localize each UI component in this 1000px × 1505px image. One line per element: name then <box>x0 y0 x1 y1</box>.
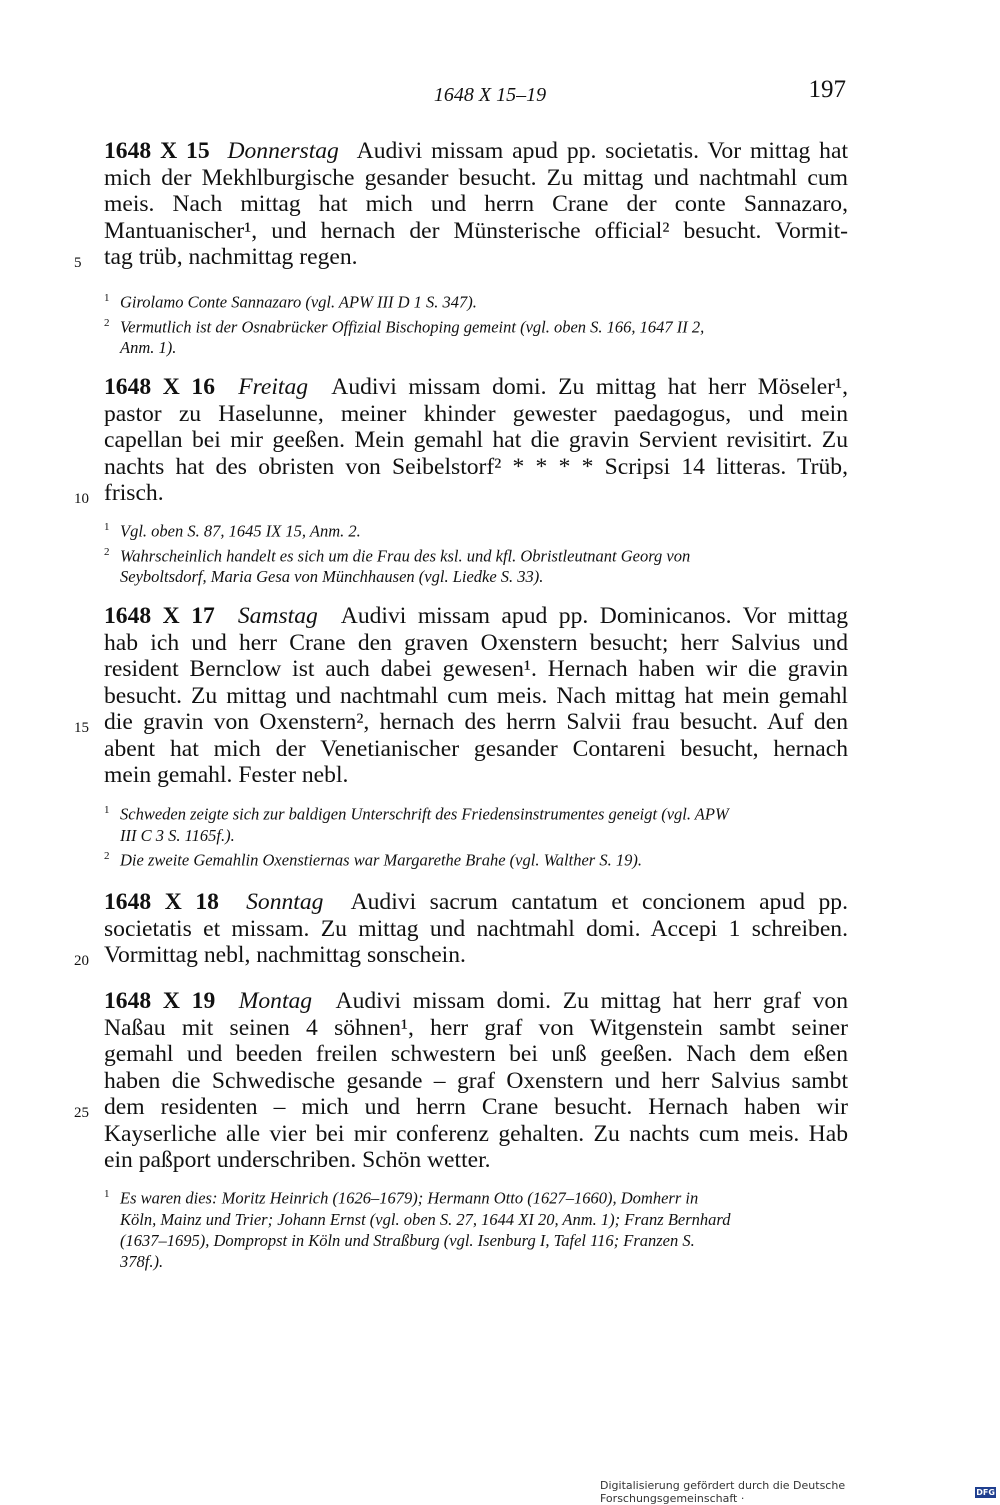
diary-entry <box>74 889 849 969</box>
footer-text: Digitalisierung gefördert durch die Deutsche Forschungsgemeinschaft · <box>600 1479 846 1505</box>
diary-entry <box>74 603 849 789</box>
footnote: 1 Schweden zeigte sich zur baldigen Unterschrift des Friedensinstrumentes geneigt (vgl. APW III C 3 S. 1165f.). <box>104 804 729 845</box>
footnote: 1 Girolamo Conte Sannazaro (vgl. APW III D 1 S. 347). <box>104 292 477 312</box>
line-number: 25 <box>74 1105 89 1121</box>
footnote: 2 Vermutlich ist der Osnabrücker Offizial Bischoping gemeint (vgl. oben S. 166, 1647 II 2, Anm. 1). <box>104 316 705 357</box>
entry-date: 1648 X 19 <box>104 988 216 1014</box>
entry-text: 1648 X 16 Freitag Audivi missam domi. Zu mittag hat herr Möseler¹, pastor zu Haselunne, meiner khinder gewester paedagogus, und mein capellan bei mir geeßen. Mein gemahl hat die gravin Servient revisitirt. Zu nachts hat des obristen von Seibelstorf² * * * * Scripsi 14 litteras. Trüb, 10 frisch. <box>104 374 848 507</box>
entry-weekday: Montag <box>238 988 313 1014</box>
entry-text: 1648 X 19 Montag Audivi missam domi. Zu mittag hat herr graf von Naßau mit seinen 4 söhnen¹, herr graf von Witgenstein sambt seiner gemahl und beeden freilen schwestern bei unß geeßen. Nach dem eßen haben die Schwedische gesande – graf Oxenstern und herr Salvius sambt 25 dem residenten – mich und herrn Crane besucht. Hernach haben wir Kayserliche alle vier bei mir conferenz gehalten. Zu nachts cum meis. Hab ein paßport underschriben. Schön wetter. <box>74 988 848 1173</box>
line-number: 20 <box>74 953 89 969</box>
entry-weekday: Samstag <box>237 603 318 629</box>
diary-entry <box>74 988 848 1174</box>
footnotes <box>104 800 848 870</box>
entry-weekday: Freitag <box>238 374 309 400</box>
dfg-logo-icon: DFG <box>976 1487 995 1497</box>
footnotes <box>104 1184 848 1272</box>
entry-weekday: Donnerstag <box>227 138 339 164</box>
entry-text: 1648 X 17 Samstag Audivi missam apud pp. Dominicanos. Vor mittag hab ich und herr Crane den graven Oxenstern besucht; herr Salvius und resident Bernclow ist auch dabei gewesen¹. Hernach haben wir die gravin besucht. Zu mittag und nachtmahl cum meis. Nach mittag hat mein gemahl 15 die gravin von Oxenstern², hernach des herrn Salvii frau besucht. Auf den abent hat mich der Venetianischer gesander Contareni besucht, hernach mein gemahl. Fester nebl. <box>74 603 849 788</box>
footnote: 2 Wahrscheinlich handelt es sich um die Frau des ksl. und kfl. Obristleutnant Georg von Seyboltsdorf, Maria Gesa von Münchhausen (vgl. Liedke S. 33). <box>104 545 691 586</box>
footnote: 2 Die zweite Gemahlin Oxenstiernas war Margarethe Brahe (vgl. Walther S. 19). <box>104 849 642 869</box>
entry-text: 1648 X 15 Donnerstag Audivi missam apud pp. societatis. Vor mittag hat mich der Mekhlburgische gesander besucht. Zu mittag und nachtmahl cum meis. Nach mittag hat mich und herrn Crane der conte Sannazaro, Mantuanischer¹, und hernach der Münsterische official² besucht. Vormit- 5 tag trüb, nachmittag regen. <box>104 138 848 271</box>
entry-date: 1648 X 15 <box>104 138 210 164</box>
line-number: 5 <box>74 255 82 271</box>
page-number: 197 <box>808 76 846 103</box>
digitization-footer <box>600 1479 1000 1505</box>
entry-date: 1648 X 18 <box>104 889 219 915</box>
footnote: 1 Vgl. oben S. 87, 1645 IX 15, Anm. 2. <box>104 521 361 541</box>
entry-text: 1648 X 18 Sonntag Audivi sacrum cantatum et concionem apud pp. societatis et missam. Zu mittag und nachtmahl domi. Accepi 1 schreiben. 20 Vormittag nebl, nachmittag sonschein. <box>104 889 848 969</box>
entry-weekday: Sonntag <box>246 889 324 915</box>
running-head: 1648 X 15–19 <box>433 84 547 106</box>
line-number: 15 <box>74 720 89 736</box>
footnotes <box>104 288 848 358</box>
footnote: 1 Es waren dies: Moritz Heinrich (1626–1679); Hermann Otto (1627–1660), Domherr in Köln, Mainz und Trier; Johann Ernst (vgl. oben S. 27, 1644 XI 20, Anm. 1); Franz Bernhard (1637–1695), Dompropst in Köln und Straßburg (vgl. Isenburg I, Tafel 116; Franzen S. 378f.). <box>104 1188 731 1271</box>
diary-entry <box>74 374 849 507</box>
footnotes <box>104 517 848 587</box>
entry-date: 1648 X 16 <box>104 374 215 400</box>
diary-entry <box>74 138 849 271</box>
entry-date: 1648 X 17 <box>104 603 215 629</box>
line-number: 10 <box>74 491 89 507</box>
